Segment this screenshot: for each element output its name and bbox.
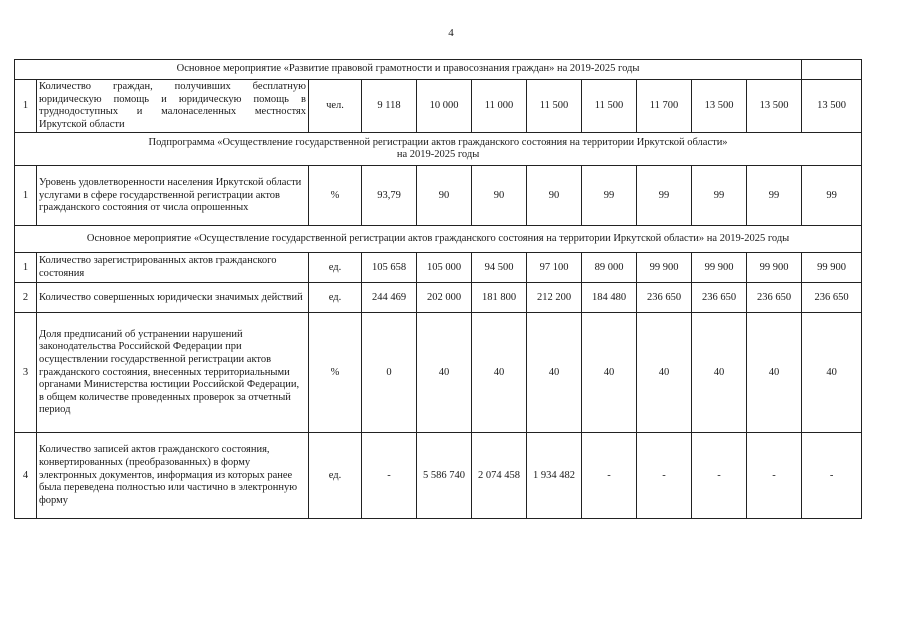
value-cell: - [582,433,637,519]
row-number: 3 [15,313,37,433]
value-cell: 181 800 [472,283,527,313]
row-number: 4 [15,433,37,519]
indicators-table [14,59,862,519]
value-cell: 9 118 [362,80,417,133]
value-cell: 236 650 [802,283,862,313]
value-cell: 89 000 [582,253,637,283]
unit: % [309,166,362,226]
section-title: Основное мероприятие «Развитие правовой грамотности и правосознания граждан» на 2019-2025 годы [15,60,802,80]
value-cell: - [362,433,417,519]
value-cell: 202 000 [417,283,472,313]
value-cell: 40 [692,313,747,433]
value-cell: 40 [582,313,637,433]
value-cell: 99 [582,166,637,226]
value-cell: 97 100 [527,253,582,283]
value-cell: 99 900 [747,253,802,283]
value-cell: 13 500 [747,80,802,133]
value-cell: 90 [527,166,582,226]
unit: ед. [309,433,362,519]
value-cell: 244 469 [362,283,417,313]
value-cell: 2 074 458 [472,433,527,519]
value-cell: - [637,433,692,519]
section-header-row [15,60,862,80]
value-cell: 105 658 [362,253,417,283]
unit: % [309,313,362,433]
value-cell: 99 [637,166,692,226]
value-cell: 99 900 [692,253,747,283]
value-cell: 40 [802,313,862,433]
value-cell: 11 500 [582,80,637,133]
value-cell: 1 934 482 [527,433,582,519]
value-cell: 99 [802,166,862,226]
unit: ед. [309,283,362,313]
section-title-line: Подпрограмма «Осуществление государственной регистрации актов гражданского состояния на территории Иркутской области» [148,136,728,148]
indicator-name: Уровень удовлетворенности населения Иркутской области услугами в сфере государственной регистрации актов гражданского состояния от числа опрошенных [37,166,309,226]
value-cell: 40 [472,313,527,433]
row-number: 2 [15,283,37,313]
value-cell: - [692,433,747,519]
table-row [15,166,862,226]
section-title-line: на 2019-2025 годы [396,149,480,161]
section-header-row [15,133,862,166]
empty-cell [802,60,862,80]
value-cell: 236 650 [747,283,802,313]
value-cell: 0 [362,313,417,433]
value-cell: 236 650 [692,283,747,313]
value-cell: 184 480 [582,283,637,313]
value-cell: 10 000 [417,80,472,133]
value-cell: 13 500 [692,80,747,133]
value-cell: 99 [692,166,747,226]
value-cell: 99 900 [802,253,862,283]
value-cell: 11 700 [637,80,692,133]
value-cell: 40 [637,313,692,433]
section-header-row [15,226,862,253]
value-cell: 93,79 [362,166,417,226]
value-cell: 13 500 [802,80,862,133]
unit: ед. [309,253,362,283]
value-cell: 90 [472,166,527,226]
value-cell: 5 586 740 [417,433,472,519]
indicator-name: Количество совершенных юридически значимых действий [37,283,309,313]
row-number: 1 [15,166,37,226]
value-cell: 105 000 [417,253,472,283]
value-cell: 99 [747,166,802,226]
table-row [15,80,862,133]
row-number: 1 [15,80,37,133]
table-row [15,433,862,519]
value-cell: 40 [527,313,582,433]
section-title [15,133,862,166]
value-cell: 11 500 [527,80,582,133]
value-cell: 40 [417,313,472,433]
section-title: Основное мероприятие «Осуществление государственной регистрации актов гражданского состояния на территории Иркутской области» на 2019-2025 годы [15,226,862,253]
value-cell: 94 500 [472,253,527,283]
indicator-name: Доля предписаний об устранении нарушений законодательства Российской Федерации при осуществлении государственной регистрации актов гражданского состояния, внесенных территориальными органами Министерства юстиции Российской Федерации, в общем количестве проведенных проверок за отчетный период [37,313,309,433]
page-number: 4 [448,27,454,39]
table-row [15,253,862,283]
row-number: 1 [15,253,37,283]
indicator-name: Количество граждан, получивших бесплатную юридическую помощь и юридическую помощь в труднодоступных и малонаселенных местностях Иркутской области [37,80,309,133]
indicator-name: Количество зарегистрированных актов гражданского состояния [37,253,309,283]
table-row [15,313,862,433]
indicator-name: Количество записей актов гражданского состояния, конвертированных (преобразованных) в форму электронных документов, информация из которых ранее была переведена полностью или частично в электронную форму [37,433,309,519]
table-row [15,283,862,313]
value-cell: 40 [747,313,802,433]
value-cell: 236 650 [637,283,692,313]
value-cell: 99 900 [637,253,692,283]
value-cell: - [747,433,802,519]
unit: чел. [309,80,362,133]
value-cell: - [802,433,862,519]
value-cell: 11 000 [472,80,527,133]
value-cell: 212 200 [527,283,582,313]
value-cell: 90 [417,166,472,226]
